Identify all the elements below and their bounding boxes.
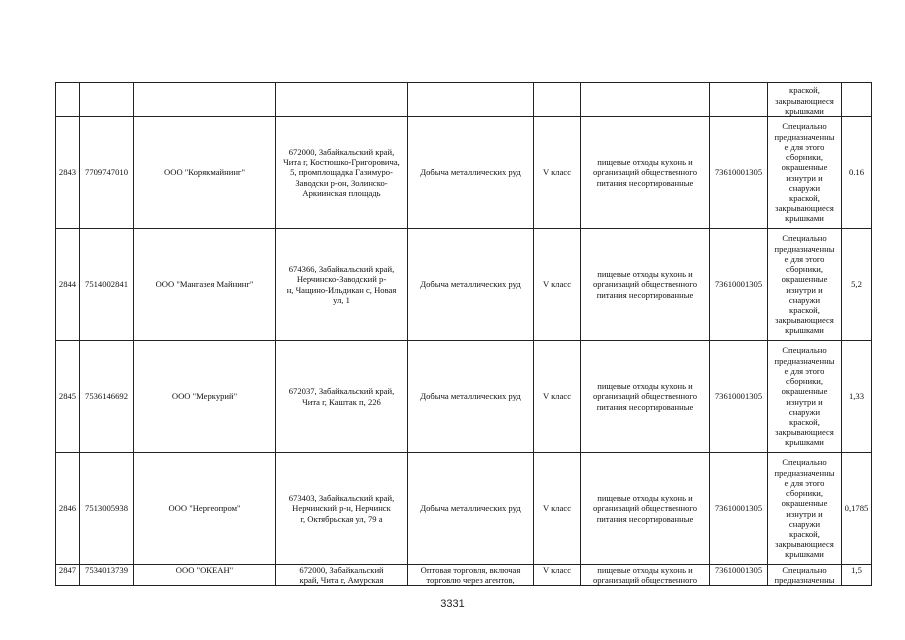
- cell-waste: пищевые отходы кухонь и организаций общественного: [581, 565, 710, 586]
- cell-code: 73610001305: [710, 565, 768, 586]
- cell-inn: [80, 83, 134, 117]
- cell-num: 2847: [56, 565, 80, 586]
- cell-num: 2846: [56, 453, 80, 565]
- cell-activity: Добыча металлических руд: [408, 117, 534, 229]
- cell-container: Специально предназначенны: [768, 565, 842, 586]
- table-row: [56, 453, 872, 565]
- cell-mass: 1,33: [842, 341, 872, 453]
- cell-num: 2843: [56, 117, 80, 229]
- cell-waste: пищевые отходы кухонь и организаций общественного питания несортированные: [581, 117, 710, 229]
- cell-inn: 7534013739: [80, 565, 134, 586]
- table-row-partial: [56, 565, 872, 586]
- cell-activity: Добыча металлических руд: [408, 453, 534, 565]
- cell-class: V класс: [534, 341, 581, 453]
- table-row-continued: [56, 83, 872, 117]
- cell-class: V класс: [534, 453, 581, 565]
- cell-mass: 5,2: [842, 229, 872, 341]
- cell-name: ООО "Меркурий": [134, 341, 276, 453]
- cell-code: 73610001305: [710, 341, 768, 453]
- cell-address: 674366, Забайкальский край, Нерчинско-Заводский р- н, Чащино-Ильдикан с, Новая ул, 1: [276, 229, 408, 341]
- cell-code: 73610001305: [710, 453, 768, 565]
- table-row: [56, 341, 872, 453]
- cell-container: Специально предназначенны е для этого сборники, окрашенные изнутри и снаружи краской, закрывающиеся крышками: [768, 229, 842, 341]
- cell-container: Специально предназначенны е для этого сборники, окрашенные изнутри и снаружи краской, закрывающиеся крышками: [768, 341, 842, 453]
- cell-code: 73610001305: [710, 117, 768, 229]
- table-row: [56, 229, 872, 341]
- cell-inn: 7709747010: [80, 117, 134, 229]
- cell-class: V класс: [534, 229, 581, 341]
- cell-waste: пищевые отходы кухонь и организаций общественного питания несортированные: [581, 229, 710, 341]
- cell-mass: 0.16: [842, 117, 872, 229]
- cell-code: 73610001305: [710, 229, 768, 341]
- table-row: [56, 117, 872, 229]
- cell-name: ООО "Нергеопром": [134, 453, 276, 565]
- cell-container: Специально предназначенны е для этого сборники, окрашенные изнутри и снаружи краской, закрывающиеся крышками: [768, 117, 842, 229]
- cell-num: 2845: [56, 341, 80, 453]
- cell-name: ООО "Мангазея Майнинг": [134, 229, 276, 341]
- cell-waste: пищевые отходы кухонь и организаций общественного питания несортированные: [581, 453, 710, 565]
- page-number: 3331: [440, 598, 465, 610]
- cell-activity: Добыча металлических руд: [408, 341, 534, 453]
- cell-waste: [581, 83, 710, 117]
- cell-mass: 1,5: [842, 565, 872, 586]
- cell-name: ООО "Корякмайнинг": [134, 117, 276, 229]
- cell-address: 672000, Забайкальский край, Чита г, Костюшко-Григоровича, 5, промплощадка Газимуро- Заводски р-он, Золинско- Аркиинская площадь: [276, 117, 408, 229]
- cell-name: [134, 83, 276, 117]
- cell-address: 672000, Забайкальский край, Чита г, Амурская: [276, 565, 408, 586]
- cell-inn: 7513005938: [80, 453, 134, 565]
- cell-inn: 7514002841: [80, 229, 134, 341]
- cell-address: [276, 83, 408, 117]
- cell-mass: [842, 83, 872, 117]
- cell-name: ООО "ОКЕАН": [134, 565, 276, 586]
- cell-mass: 0,1785: [842, 453, 872, 565]
- cell-num: 2844: [56, 229, 80, 341]
- cell-container: краской, закрывающиеся крышками: [768, 83, 842, 117]
- cell-address: 672037, Забайкальский край, Чита г, Каштак п, 226: [276, 341, 408, 453]
- cell-activity: Добыча металлических руд: [408, 229, 534, 341]
- cell-num: [56, 83, 80, 117]
- cell-class: V класс: [534, 565, 581, 586]
- waste-registry-table: [55, 82, 872, 586]
- cell-address: 673403, Забайкальский край, Нерчинский р-н, Нерчинск г, Октябрьская ул, 79 а: [276, 453, 408, 565]
- cell-activity: [408, 83, 534, 117]
- cell-inn: 7536146692: [80, 341, 134, 453]
- cell-container: Специально предназначенны е для этого сборники, окрашенные изнутри и снаружи краской, закрывающиеся крышками: [768, 453, 842, 565]
- cell-code: [710, 83, 768, 117]
- cell-class: V класс: [534, 117, 581, 229]
- cell-waste: пищевые отходы кухонь и организаций общественного питания несортированные: [581, 341, 710, 453]
- cell-activity: Оптовая торговля, включая торговлю через агентов,: [408, 565, 534, 586]
- cell-class: [534, 83, 581, 117]
